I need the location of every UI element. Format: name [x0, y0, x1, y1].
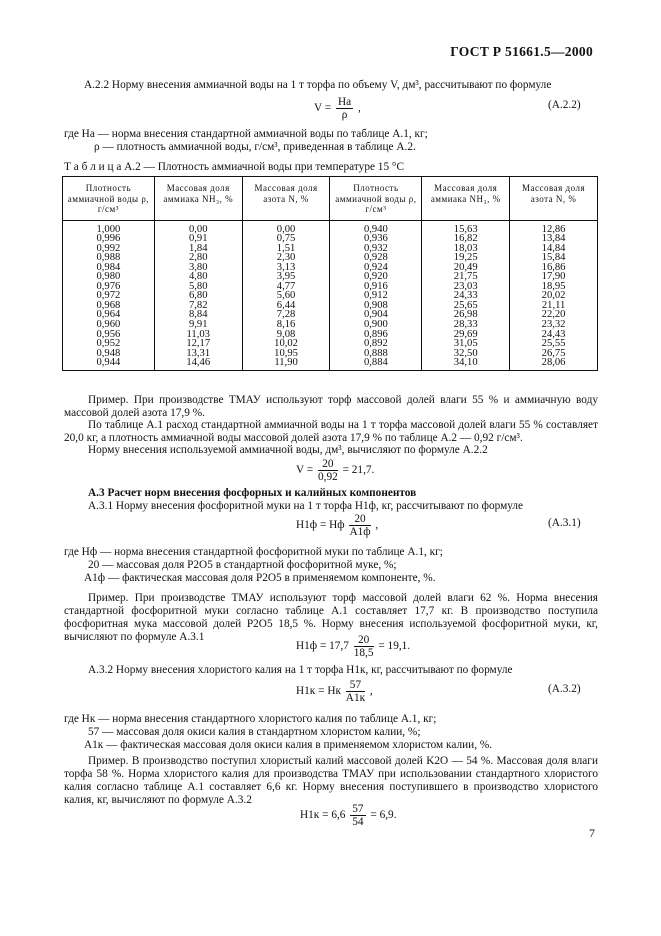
table-column-nitrogen-2: [510, 220, 598, 370]
calc-a32-fraction: [350, 803, 365, 828]
table-cell: 26,98: [453, 309, 478, 321]
table-cell: 22,20: [541, 309, 566, 321]
table-cell: 6,80: [188, 290, 208, 302]
a32-where-1: где Hк — норма внесения стандартного хлористого калия по таблице А.1, кг;: [64, 713, 437, 725]
table-cell: 7,82: [188, 299, 208, 311]
table-cell: 14,84: [541, 242, 566, 254]
formula-a22-tail: ,: [358, 102, 361, 115]
table-cell: 0,996: [96, 233, 121, 245]
density-table: [62, 176, 598, 371]
table-cell: 0,928: [363, 252, 388, 264]
table-cell: 23,32: [541, 318, 566, 330]
example1-paragraph-1: Пример. При производстве ТМАУ используют торф массовой долей влаги 55 % и аммиачную воду массовой долей азота 17,9 %.: [64, 394, 598, 419]
table-cell: 18,03: [453, 242, 478, 254]
table-header-cell: Массовая доля аммиака NH₃, %: [154, 177, 242, 221]
table-cell: 0,916: [363, 280, 388, 292]
table-cell: 3,95: [276, 271, 296, 283]
calc-example1: [296, 458, 374, 483]
table-cell: 11,90: [274, 357, 298, 369]
table-cell: 13,31: [186, 347, 211, 359]
table-cell: 21,11: [541, 299, 566, 311]
table-cell: 25,55: [541, 338, 566, 350]
table-cell: 0,888: [363, 347, 388, 359]
table-cell: 0,988: [96, 252, 121, 264]
calc-a32-den: 54: [352, 816, 364, 828]
calc-a32-num: 57: [352, 803, 364, 815]
table-cell: 13,84: [541, 233, 566, 245]
table-cell: 31,05: [453, 338, 478, 350]
table-cell: 12,86: [541, 223, 566, 235]
table-column-nitrogen-1: [242, 220, 330, 370]
formula-a31-num: 20: [349, 513, 370, 526]
table-cell: 12,17: [186, 338, 211, 350]
table-body-row: [63, 220, 598, 370]
table-cell: 6,44: [276, 299, 296, 311]
calc-example1-rhs: = 21,7.: [342, 464, 375, 477]
formula-a22-den: ρ: [341, 109, 348, 121]
table-cell: 14,46: [186, 357, 211, 369]
table-header-cell: Плотность аммиачной воды ρ, г/см³: [63, 177, 155, 221]
a22-where-1: где Ha — норма внесения стандартной аммиачной воды по таблице А.1, кг;: [64, 128, 428, 140]
table-cell: 0,91: [188, 233, 208, 245]
table-cell: 28,33: [453, 318, 478, 330]
table-cell: 5,60: [276, 290, 296, 302]
calc-example1-fraction: [318, 458, 338, 483]
table-cell: 17,90: [541, 271, 566, 283]
a32-where-3: A1к — фактическая массовая доля окиси калия в применяемом хлористом калии, %.: [84, 739, 493, 751]
formula-a32-number: (А.3.2): [548, 683, 581, 695]
table-cell: 0,956: [96, 328, 121, 340]
table-cell: 0,900: [363, 318, 388, 330]
a31-where-2: 20 — массовая доля P2O5 в стандартной фосфоритной муке, %;: [88, 559, 397, 571]
table-cell: 18,95: [541, 280, 566, 292]
table-cell: 24,43: [541, 328, 566, 340]
table-cell: 0,908: [363, 299, 388, 311]
table-cell: 2,30: [276, 252, 296, 264]
table-cell: 1,84: [188, 242, 208, 254]
section-a3-title: А.3 Расчет норм внесения фосфорных и калийных компонентов: [88, 487, 417, 499]
table-caption: Т а б л и ц а А.2 — Плотность аммиачной воды при температуре 15 °С: [64, 161, 404, 173]
example1-paragraph-3: Норму внесения используемой аммиачной воды, дм³, вычисляют по формуле А.2.2: [88, 444, 488, 456]
table-cell: 0,952: [96, 338, 121, 350]
formula-a32-num: 57: [346, 679, 365, 692]
formula-a31-lhs: H1ф = Hф: [296, 519, 345, 532]
calc-a31-num: 20: [354, 634, 374, 647]
calc-a32: [300, 803, 397, 828]
table-cell: 0,924: [363, 261, 388, 273]
calc-a31-den: 18,5: [353, 647, 374, 659]
table-cell: 0,892: [363, 338, 388, 350]
calc-a31-fraction: [354, 634, 374, 659]
table-cell: 19,25: [453, 252, 478, 264]
formula-a31: [296, 513, 378, 538]
table-cell: 15,84: [541, 252, 566, 264]
table-cell: 8,16: [276, 318, 296, 330]
table-cell: 0,932: [363, 242, 388, 254]
formula-a31-tail: ,: [375, 519, 379, 532]
example1-paragraph-2: По таблице А.1 расход стандартной аммиачной воды на 1 т торфа массовой долей влаги 55 % составляет 20,0 кг, а плотность аммиачной воды массовой долей азота 17,9 % по таблице А.2 — 0,92 г/см³.: [64, 419, 598, 444]
table-cell: 32,50: [453, 347, 478, 359]
table-cell: 29,69: [453, 328, 478, 340]
table-cell: 0,964: [96, 309, 121, 321]
a22-intro: А.2.2 Норму внесения аммиачной воды на 1 т торфа по объему V, дм³, рассчитывают по формуле: [84, 79, 552, 91]
table-cell: 0,984: [96, 261, 121, 273]
table-cell: 3,80: [188, 261, 208, 273]
formula-a32-lhs: H1к = Hк: [296, 685, 341, 698]
formula-a32-den: A1к: [345, 692, 366, 704]
formula-a22: [314, 96, 361, 121]
table-cell: 0,00: [188, 223, 208, 235]
calc-a31-lhs: H1ф = 17,7: [296, 640, 349, 653]
table-cell: 15,63: [453, 223, 478, 235]
table-header-cell: Массовая доля азота N, %: [510, 177, 598, 221]
formula-a32: [296, 679, 373, 704]
table-cell: 10,02: [274, 338, 298, 350]
table-cell: 0,912: [363, 290, 388, 302]
calc-a31: [296, 634, 410, 659]
calc-example1-den: 0,92: [317, 471, 338, 483]
table-cell: 0,948: [96, 347, 121, 359]
table-cell: 20,02: [541, 290, 566, 302]
table-cell: 0,00: [276, 223, 296, 235]
calc-example1-lhs: V =: [296, 464, 314, 477]
table-cell: 23,03: [453, 280, 478, 292]
table-header-cell: Массовая доля азота N, %: [242, 177, 330, 221]
table-cell: 10,95: [274, 347, 298, 359]
a31-where-1: где Hф — норма внесения стандартной фосфоритной муки по таблице А.1, кг;: [64, 546, 443, 558]
table-cell: 25,65: [453, 299, 478, 311]
calc-example1-num: 20: [318, 458, 338, 471]
table-cell: 0,968: [96, 299, 121, 311]
page-number: 7: [589, 826, 595, 840]
table-cell: 1,000: [96, 223, 121, 235]
table-cell: 16,82: [453, 233, 478, 245]
table-cell: 2,80: [188, 252, 208, 264]
a22-where-2: ρ — плотность аммиачной воды, г/см³, приведенная в таблице А.2.: [94, 141, 416, 153]
a31-where-3: A1ф — фактическая массовая доля P2O5 в применяемом компоненте, %.: [84, 572, 436, 584]
table-column-density-1: [63, 220, 155, 370]
formula-a32-fraction: [346, 679, 365, 704]
table-cell: 7,28: [276, 309, 296, 321]
a31-example: Пример. При производстве ТМАУ используют торф массовой долей влаги 62 %. Норма внесения стандартной фосфоритной муки согласно таблице А.1 составляет 17,7 кг. В производство поступила фосфоритная мука массовой долей P2O5 18,5 %. Норму внесения используемой фосфоритной муки, кг, вычисляют по формуле А.3.1: [64, 592, 598, 643]
table-cell: 26,75: [541, 347, 566, 359]
table-cell: 9,91: [188, 318, 208, 330]
table-cell: 9,08: [276, 328, 296, 340]
table-cell: 0,980: [96, 271, 121, 283]
table-cell: 0,976: [96, 280, 121, 292]
table-header-cell: Массовая доля аммиака NH₃, %: [422, 177, 510, 221]
table-cell: 0,972: [96, 290, 121, 302]
formula-a31-fraction: [349, 513, 370, 538]
table-cell: 0,896: [363, 328, 388, 340]
table-cell: 34,10: [453, 357, 478, 369]
table-cell: 1,51: [276, 242, 296, 254]
a32-where-2: 57 — массовая доля окиси калия в стандартном хлористом калии, %;: [88, 726, 421, 738]
a31-intro: А.3.1 Норму внесения фосфоритной муки на 1 т торфа H1ф, кг, рассчитывают по формуле: [88, 500, 524, 512]
formula-a22-fraction: [336, 96, 353, 121]
table-cell: 4,77: [276, 280, 296, 292]
table-cell: 20,49: [453, 261, 478, 273]
calc-a31-rhs: = 19,1.: [378, 640, 411, 653]
table-cell: 21,75: [453, 271, 478, 283]
table-cell: 0,992: [96, 242, 121, 254]
formula-a22-number: (А.2.2): [548, 99, 581, 111]
table-cell: 0,75: [276, 233, 296, 245]
table-cell: 0,944: [96, 357, 121, 369]
formula-a32-tail: ,: [369, 685, 373, 698]
calc-a32-rhs: = 6,9.: [370, 809, 397, 822]
table-cell: 4,80: [188, 271, 208, 283]
formula-a31-den: A1ф: [349, 526, 371, 538]
formula-a22-lhs: V =: [314, 102, 332, 115]
table-header-row: [63, 177, 598, 221]
table-cell: 3,13: [276, 261, 296, 273]
table-cell: 5,80: [188, 280, 208, 292]
table-cell: 0,936: [363, 233, 388, 245]
table-cell: 0,904: [363, 309, 388, 321]
calc-a32-lhs: H1к = 6,6: [300, 809, 346, 822]
table-column-density-2: [330, 220, 422, 370]
formula-a22-num: Ha: [337, 96, 352, 108]
table-cell: 0,960: [96, 318, 121, 330]
table-cell: 24,33: [453, 290, 478, 302]
table-column-ammonia-2: [422, 220, 510, 370]
table-cell: 0,940: [363, 223, 388, 235]
a32-example: Пример. В производство поступил хлористый калий массовой долей K2O — 54 %. Массовая доля влаги торфа 58 %. Норма хлористого калия для производства ТМАУ при использовании стандартного хлористого калия согласно таблице А.1 составляет 6,6 кг. Норму внесения поступившего в производство хлористого калия, кг, вычисляют по формуле А.3.2: [64, 755, 598, 806]
table-cell: 0,920: [363, 271, 388, 283]
table-cell: 8,84: [188, 309, 208, 321]
table-cell: 16,86: [541, 261, 566, 273]
table-column-ammonia-1: [154, 220, 242, 370]
table-header-cell: Плотность аммиачной воды ρ, г/см³: [330, 177, 422, 221]
table-cell: 11,03: [186, 328, 210, 340]
a32-intro: А.3.2 Норму внесения хлористого калия на 1 т торфа H1к, кг, рассчитывают по формуле: [88, 664, 513, 676]
formula-a31-number: (А.3.1): [548, 517, 581, 529]
table-cell: 0,884: [363, 357, 388, 369]
document-header: ГОСТ Р 51661.5—2000: [450, 44, 593, 59]
table-cell: 28,06: [541, 357, 566, 369]
